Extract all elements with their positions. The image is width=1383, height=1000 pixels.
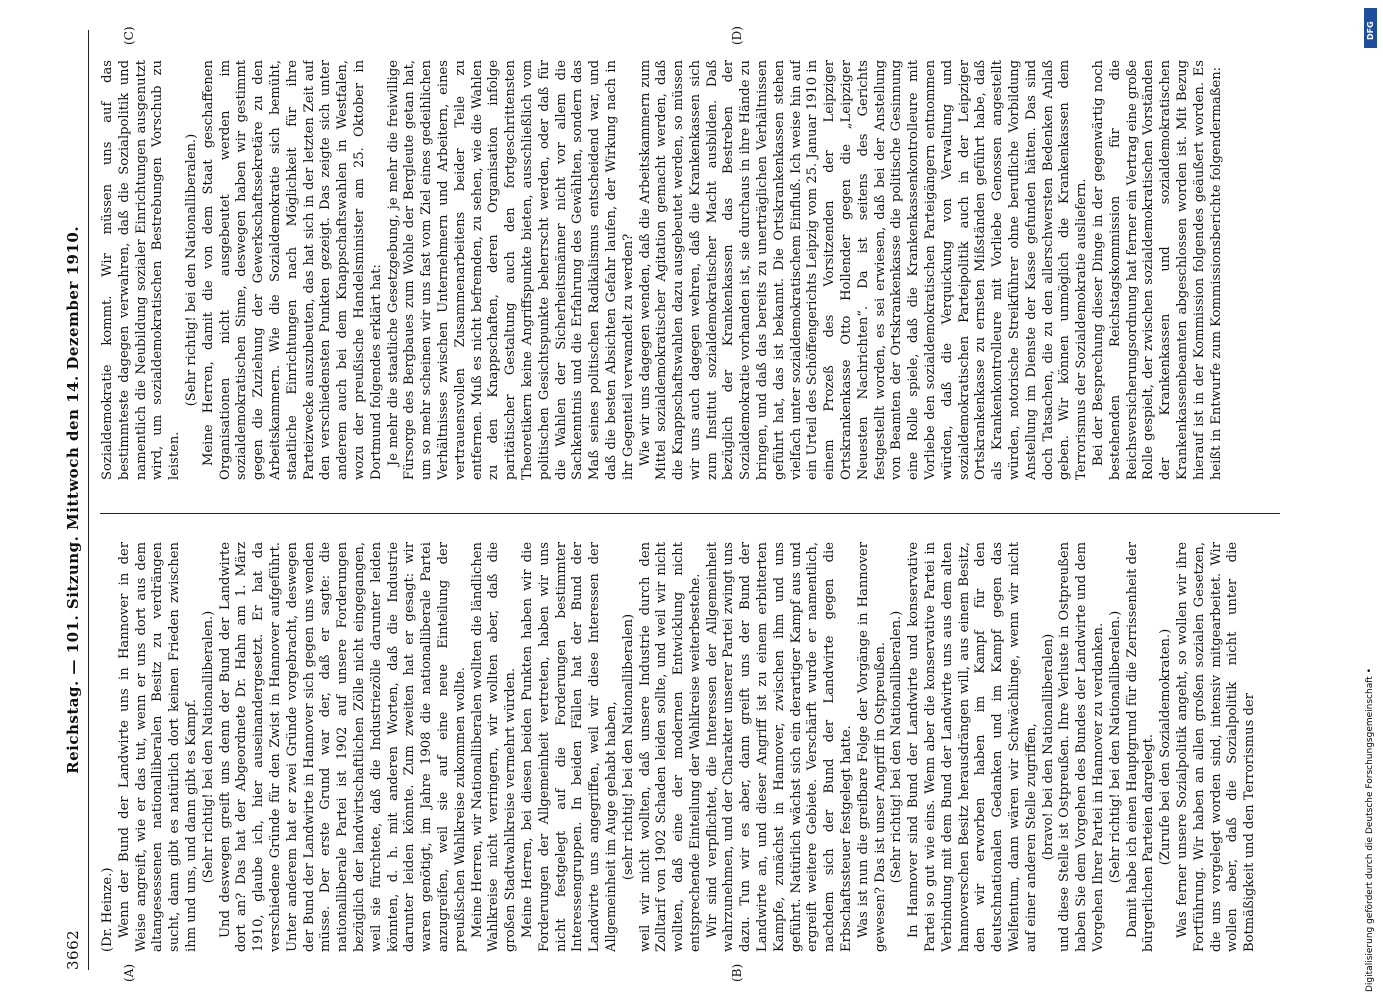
paragraph: Wenn der Bund der Landwirte uns in Hannover in der Weise angreift, wie er das tut, wenn er uns dort aus dem altangesessenen nationalliberalen Besitz zu verdrängen sucht, dann gibt es natürlich dort keinen Frieden zwischen ihm und uns, und dann gibt es Kampf. bbox=[116, 542, 199, 952]
margin-marker-d: (D) bbox=[730, 26, 744, 45]
margin-marker-b: (B) bbox=[730, 963, 744, 982]
column-divider bbox=[100, 513, 1280, 514]
paragraph: (Sehr richtig! bei den Nationalliberalen.) bbox=[1107, 610, 1123, 884]
running-title: Reichstag. — 101. Sitzung. Mittwoch den 14. Dezember 1910. bbox=[64, 225, 82, 774]
paragraph: (sehr richtig! bei den Nationalliberalen) bbox=[620, 613, 636, 881]
paragraph: Wie wir uns dagegen wenden, daß die Arbeitskammern zum Mittel sozialdemokratischer Agitation gemacht werden, daß die Knappschaftswahlen dazu ausgebeutet werden, so müssen wir uns auch dagegen wehren, daß die Krankenkassen sich zum Institut sozialdemokratischer Macht ausbilden. Daß bezüglich der Krankenkassen das Bestreben der Sozialdemokratie vorhanden ist, sie durchaus in ihre Hände zu bringen, und daß das bereits zu unerträglichen Verhältnissen geführt hat, das ist bekannt. Die Ortskrankenkassen stehen vielfach unter sozialdemokratischem Einfluß. Ich weise hin auf ein Urteil des Schöffengerichts Leipzig vom 25. Januar 1910 in einem Prozeß des Vorsitzenden der Leipziger Ortskrankenkasse Otto Hollender gegen die „Leipziger Neuesten Nachrichten“. Da ist seitens des Gerichts festgestellt worden, es sei erwiesen, daß bei der Anstellung von Beamten der Ortskrankenkasse die politische Gesinnung eine Rolle spiele, daß die Krankenkassenkontrolleure mit Vorliebe den sozialdemokratischen Parteigängern entnommen würden, daß die Verquickung von Verwaltung und sozialdemokratischen Parteipolitik auch in der Leipziger Ortskrankenkasse zu ernsten Mißständen geführt habe, daß als Krankenkontrolleure mit Vorliebe Genossen angestellt würden, notorische Streikführer ohne berufliche Vorbildung Anstellung im Dienste der Kasse gefunden hätten. Das sind doch Tatsachen, die zu den allerschwersten Bedenken Anlaß geben. Wir können unmöglich die Krankenkassen dem Terrorismus der Sozialdemokratie ausliefern. bbox=[637, 60, 1090, 480]
paragraph: (Sehr richtig! bei den Nationalliberalen.) bbox=[183, 133, 199, 407]
paragraph: und diese Stelle ist Ostpreußen. Ihre Verluste in Ostpreußen haben Sie dem Vorgehen des Bundes der Landwirte und dem Vorgehen Ihrer Partei in Hannover zu verdanken. bbox=[1057, 542, 1107, 952]
paragraph: Was ferner unsere Sozialpolitik angeht, so wollen wir ihre Fortführung. Wir haben an allen großen sozialen Gesetzen, die uns vorgelegt worden sind, intensiv mitgearbeitet. Wir wollen aber, daß die Sozialpolitik nicht unter die Botmäßigkeit und den Terrorismus der bbox=[1175, 542, 1258, 952]
paragraph: Und deswegen greift uns denn der Bund der Landwirte dort an? Das hat der Abgeordnete Dr. Hahn am 1. März 1910, glaube ich, hier auseinandergesetzt. Er hat da verschiedene Gründe für den Zwist in Hannover aufgeführt. Unter anderem hat er zwei Gründe vorgebracht, deswegen der Bund der Landwirte in Hannover sich gegen uns wenden müsse. Der erste Grund war der, daß er sagte: die nationalliberale Partei ist 1902 auf unsere Forderungen bezüglich der landwirtschaftlichen Zölle nicht eingegangen, weil sie fürchtete, daß die Industriezölle darunter leiden könnten, d. h. mit anderen Worten, daß die Industrie darunter leiden könnte. Zum zweiten hat er gesagt: wir waren genötigt, im Jahre 1908 die nationalliberale Partei anzugreifen, weil sie auf eine neue Einteilung der preußischen Wahlkreise zukommen wollte. bbox=[217, 542, 468, 952]
paragraph: Meine Herren, wir Nationalliberalen wollten die ländlichen Wahlkreise nicht verringern, wir wollten aber, daß die großen Stadtwahlkreise vermehrt würden. bbox=[469, 542, 519, 952]
paragraph: Meine Herren, bei diesen beiden Punkten haben wir die Forderungen der Allgemeinheit vertreten, haben wir uns nicht festgelegt auf die Forderungen bestimmter Interessengruppen. In beiden Fällen hat der Bund der Landwirte uns angegriffen, weil wir diese Interessen der Allgemeinheit im Auge gehabt haben, bbox=[519, 542, 619, 952]
paragraph: (bravo! bei den Nationalliberalen) bbox=[1040, 633, 1056, 861]
paragraph: Sozialdemokratie kommt. Wir müssen uns auf das bestimmteste dagegen verwahren, daß die Sozialpolitik und namentlich die Neubildung sozialer Einrichtungen ausgenutzt wird, um sozialdemokratischen Bestrebungen Vorschub zu leisten. bbox=[100, 60, 183, 480]
paragraph: weil wir nicht wollten, daß unsere Industrie durch den Zolltarif von 1902 Schaden leiden sollte, und weil wir nicht wollten, daß eine der modernen Entwicklung nicht entsprechende Einteilung der Wahlkreise weiterbestehe. bbox=[637, 542, 703, 952]
colophon-text: Digitalisierung gefördert durch die Deutsche Forschungsgemeinschaft • bbox=[1365, 668, 1375, 992]
digitization-colophon bbox=[1363, 12, 1379, 992]
page-number: 3662 bbox=[64, 929, 82, 970]
margin-marker-a: (A) bbox=[122, 963, 136, 982]
document-page bbox=[30, 0, 1320, 1000]
paragraph: Meine Herren, damit die von dem Staat geschaffenen Organisationen nicht ausgebeutet werden im sozialdemokratischen Sinne, deswegen haben wir gestimmt gegen die Zuziehung der Gewerkschaftssekretäre zu den Arbeitskammern. Wie die Sozialdemokratie sich bemüht, staatliche Einrichtungen nach Möglichkeit für ihre Parteizwecke auszubeuten, das hat sich in der letzten Zeit auf den verschiedensten Punkten gezeigt. Das zeigte sich unter anderem auch bei dem Knappschaftswahlen in Westfalen, wozu der preußische Handelsminister am 25. Oktober in Dortmund folgendes erklärt hat: bbox=[200, 60, 384, 480]
paragraph: (Sehr richtig! bei den Nationalliberalen.) bbox=[200, 610, 216, 884]
dfg-logo-text: DFG bbox=[1366, 21, 1375, 40]
paragraph: Wir sind verpflichtet, die Interessen der Allgemeinheit wahrzunehmen, und der Charakter unserer Partei zwingt uns dazu. Tun wir es aber, dann greift uns der Bund der Landwirte an, und dieser Angriff ist zu einem erbitterten Kampfe, zunächst in Hannover, zwischen ihm und uns geführt. Natürlich wächst sich ein derartiger Kampf aus und ergreift weitere Gebiete. Verschärft wurde er namentlich, nachdem sich der Bund der Landwirte gegen die Erbschaftssteuer festgelegt hatte. bbox=[704, 542, 855, 952]
margin-marker-c: (C) bbox=[122, 26, 136, 45]
paragraph: Bei der Besprechung dieser Dinge in der gegenwärtig noch bestehenden Reichstagskommission für die Reichsversicherungsordnung hat ferner ein Vertrag eine große Rolle gespielt, der zwischen sozialdemokratischen Vorständen der Krankenkassen und sozialdemokratischen Krankenkassenbeamten abgeschlossen worden ist. Mit Bezug hierauf ist in der Kommission folgendes geäußert worden. Es heißt in Entwurfe zum Kommissionsberichte folgendermaßen: bbox=[1091, 60, 1224, 480]
paragraph: Damit habe ich einen Hauptgrund für die Zerrissenheit der bürgerlichen Parteien dargelegt. bbox=[1124, 542, 1157, 952]
paragraph: (Zurufe bei den Sozialdemokraten.) bbox=[1158, 628, 1174, 866]
paragraph: Was ist nun die greifbare Folge der Vorgänge in Hannover gewesen? Das ist unser Angriff in Ostpreußen. bbox=[855, 542, 888, 952]
paragraph: In Hannover sind Bund der Landwirte und konservative Partei so gut wie eins. Wenn aber die konservative Partei in Verbindung mit dem Bund der Landwirte uns aus dem alten hannoverschen Besitz herausdrängen will, aus einem Besitz, den wir erworben haben im Kampf für den deutschnationalen Gedanken und im Kampf gegen das Welfentum, dann wären wir Schwächlinge, wenn wir nicht auf einer anderen Stelle zugriffen, bbox=[906, 542, 1039, 952]
paragraph: Je mehr die staatliche Gesetzgebung, je mehr die freiwillige Fürsorge des Bergbaues zum Wohle der Bergleute getan hat, um so mehr scheinen wir uns fast vom Ziel eines gedeihlichen Verhältnisses zwischen Unternehmern und Arbeitern, eines vertrauensvollen Zusammenarbeitens beider Teile zu entfernen. Muß es nicht befremden, zu sehen, wie die Wahlen zu den Knappschaften, deren Organisation infolge paritätischer Gestaltung auch den fortgeschrittensten Theoretikern keine Angriffspunkte bieten, ausschließlich vom politischen Gesichtspunkte beherrscht werden, oder daß für die Wahlen der Sicherheitsmänner nicht vor allem die Sachkenntnis und die Erfahrung des Gewählten, sondern das Maß seines politischen Radikalismus entscheidend war, und daß die besten Absichten Gefahr laufen, der Wirkung nach in ihr Gegenteil verwandelt zu werden? bbox=[385, 60, 636, 480]
left-column bbox=[100, 542, 1300, 952]
page-header bbox=[58, 30, 89, 970]
right-column bbox=[100, 60, 1300, 480]
paragraph: (Sehr richtig! bei den Nationalliberalen.) bbox=[889, 610, 905, 884]
paragraph: (Dr. Heinze.) bbox=[100, 867, 115, 952]
